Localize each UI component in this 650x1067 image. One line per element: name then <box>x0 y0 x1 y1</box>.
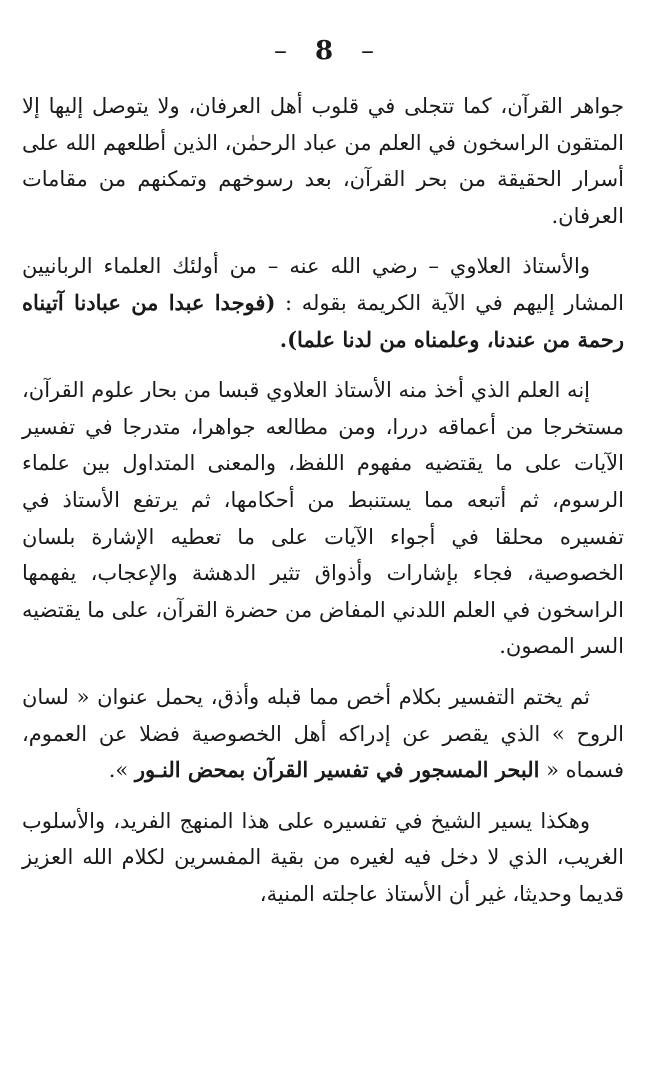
paragraph-2 <box>22 248 624 358</box>
paragraph-5: وهكذا يسير الشيخ في تفسيره على هذا المنهج الفريد، والأسلوب الغريب، الذي لا دخل فيه لغيره من بقية المفسرين لكلام الله العزيز قديما وحديثا، غير أن الأستاذ عاجلته المنية، <box>22 808 624 906</box>
paragraph-3: إنه العلم الذي أخذ منه الأستاذ العلاوي قبسا من بحار علوم القرآن، مستخرجا من أعماقه دررا، ومن مطالعه جواهرا، متدرجا في تفسير الآيات على ما يقتضيه مفهوم اللفظ، والمعنى المتداول بين علماء الرسوم، ثم أتبعه مما يستنبط من أحكامها، ثم يرتفع الأستاذ في تفسيره محلقا في أجواء الآيات على ما تعطيه الإشارة بلسان الخصوصية، فجاء بإشارات وأذواق تثير الدهشة والإعجاب، يفهمها الراسخون في العلم اللدني المفاض من حضرة القرآن، على ما يقتضيه السر المصون. <box>22 378 625 659</box>
paragraph-4 <box>22 679 624 789</box>
page-number: 8 <box>314 36 336 66</box>
page-body-text <box>22 88 624 926</box>
page-number-dash-left: – <box>273 36 289 66</box>
paragraph-4-tail: ». <box>108 758 135 783</box>
page-number-dash-right: – <box>361 36 377 66</box>
paragraph-2-text: والأستاذ العلاوي – رضي الله عنه – من أولئك العلماء الربانيين المشار إليهم في الآية الكريمة بقوله : <box>22 254 624 315</box>
paragraph-4-text: ثم يختم التفسير بكلام أخص مما قبله وأذق، يحمل عنوان « لسان الروح » الذي يقصر عن إدراكه أهل الخصوصية فضلا عن العموم، فسماه « <box>22 684 624 783</box>
book-title-quote: البحر المسجور في تفسير القرآن بمحض النـور <box>134 757 540 783</box>
quran-verse-quote: (فوجدا عبدا من عبادنا آتيناه رحمة من عندنا، وعلمناه من لدنا علما). <box>22 289 624 352</box>
paragraph-1: جواهر القرآن، كما تتجلى في قلوب أهل العرفان، ولا يتوصل إليها إلا المتقون الراسخون في العلم من عباد الرحمٰن، الذين أطلعهم الله على أسرار الحقيقة من بحر القرآن، بعد رسوخهم وتمكنهم من مقامات العرفان. <box>22 94 624 228</box>
page-number-header <box>0 36 650 66</box>
